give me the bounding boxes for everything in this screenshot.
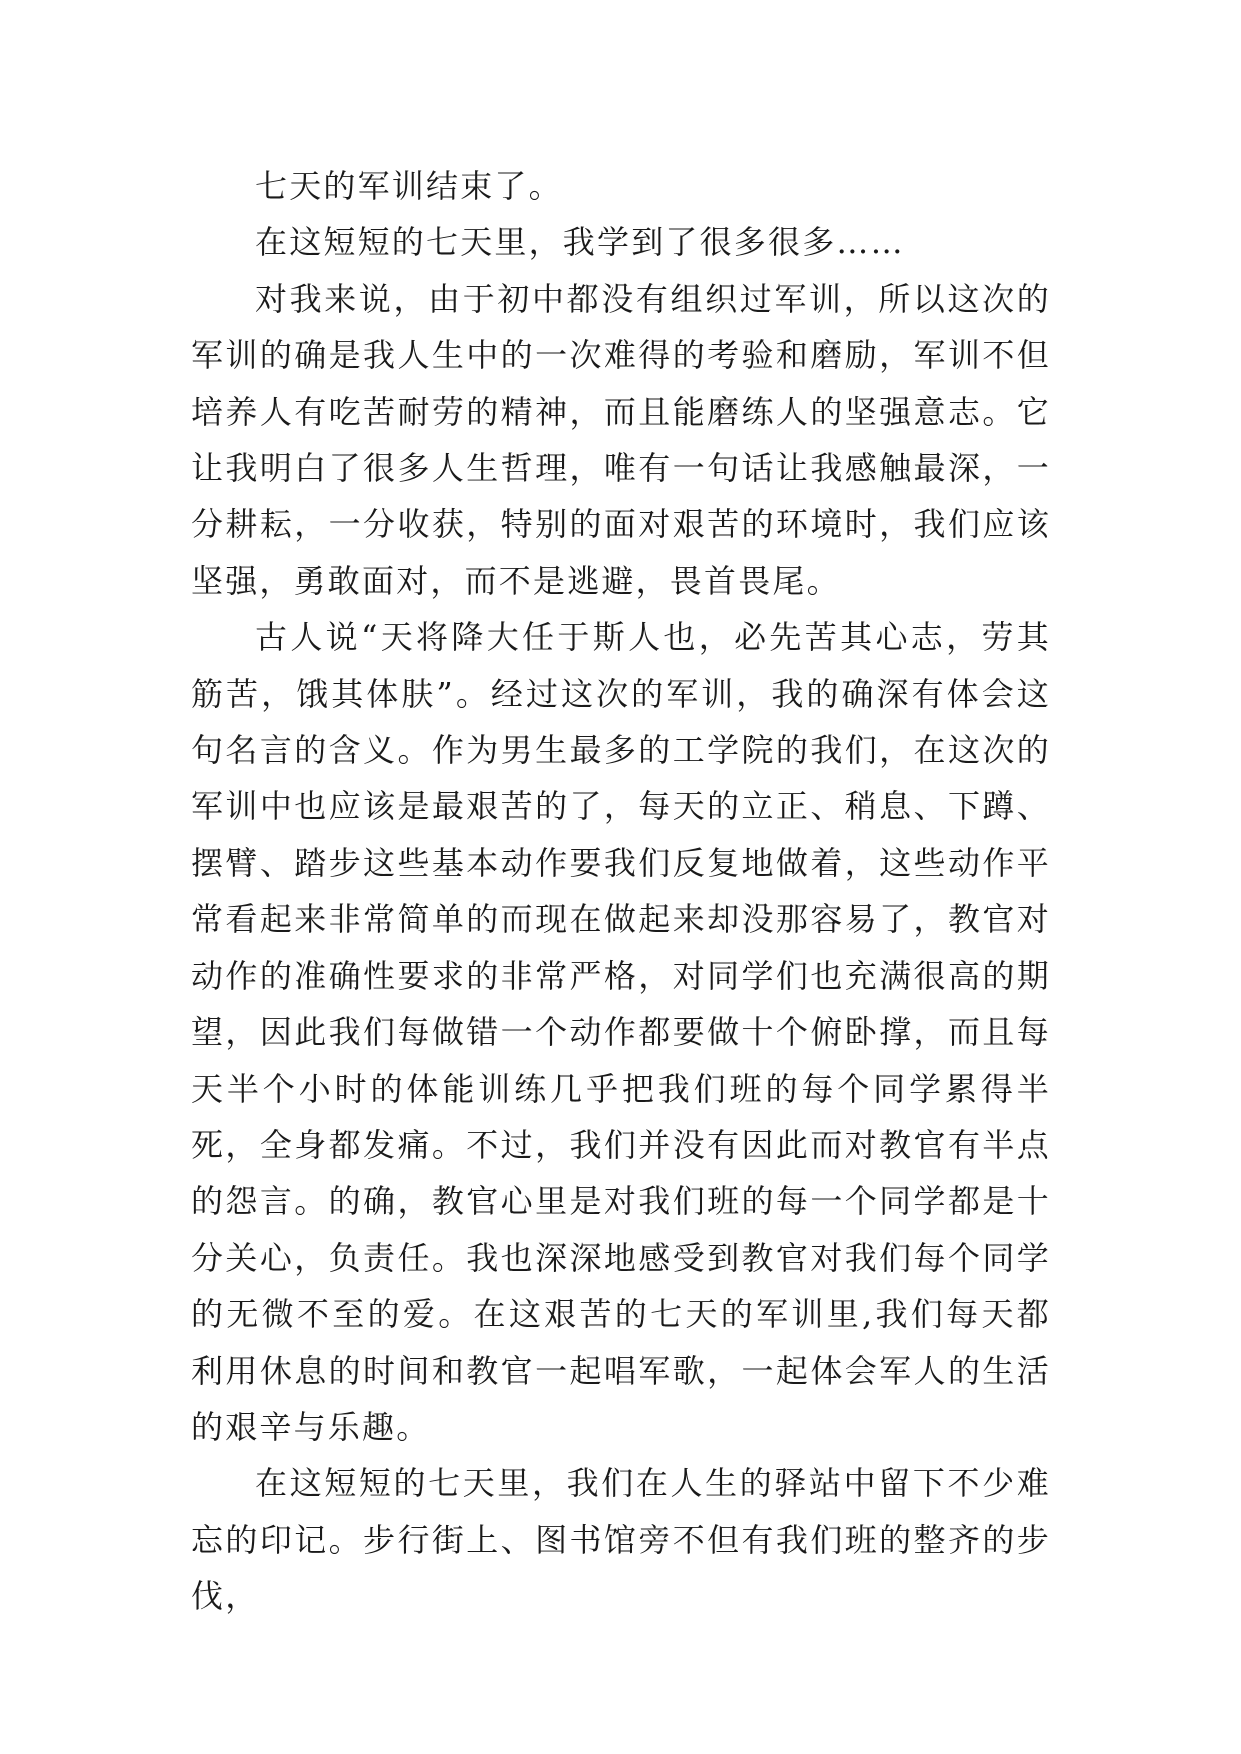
paragraph-2: 在这短短的七天里，我学到了很多很多…… bbox=[255, 223, 905, 262]
paragraph-5: 在这短短的七天里，我们在人生的驿站中留下不少难忘的印记。步行街上、图书馆旁不但有我们班的整齐的步伐， bbox=[191, 1464, 1051, 1616]
paragraph-4: 古人说“天将降大任于斯人也，必先苦其心志，劳其筋苦，饿其体肤”。经过这次的军训，我的确深有体会这句名言的含义。作为男生最多的工学院的我们，在这次的军训中也应该是最艰苦的了，每天的立正、稍息、下蹲、摆臂、踏步这些基本动作要我们反复地做着，这些动作平常看起来非常简单的而现在做起来却没那容易了，教官对动作的准确性要求的非常严格，对同学们也充满很高的期望，因此我们每做错一个动作都要做十个俯卧撑，而且每天半个小时的体能训练几乎把我们班的每个同学累得半死，全身都发痛。不过，我们并没有因此而对教官有半点的怨言。的确，教官心里是对我们班的每一个同学都是十分关心，负责任。我也深深地感受到教官对我们每个同学的无微不至的爱。在这艰苦的七天的军训里,我们每天都利用休息的时间和教官一起唱军歌，一起体会军人的生活的艰辛与乐趣。 bbox=[191, 618, 1051, 1446]
paragraph-1: 七天的军训结束了。 bbox=[255, 167, 563, 205]
document-body bbox=[191, 158, 1051, 1625]
paragraph-3: 对我来说，由于初中都没有组织过军训，所以这次的军训的确是我人生中的一次难得的考验和磨励，军训不但培养人有吃苦耐劳的精神，而且能磨练人的坚强意志。它让我明白了很多人生哲理，唯有一句话让我感触最深，一分耕耘，一分收获，特别的面对艰苦的环境时，我们应该坚强，勇敢面对，而不是逃避，畏首畏尾。 bbox=[191, 279, 1051, 600]
